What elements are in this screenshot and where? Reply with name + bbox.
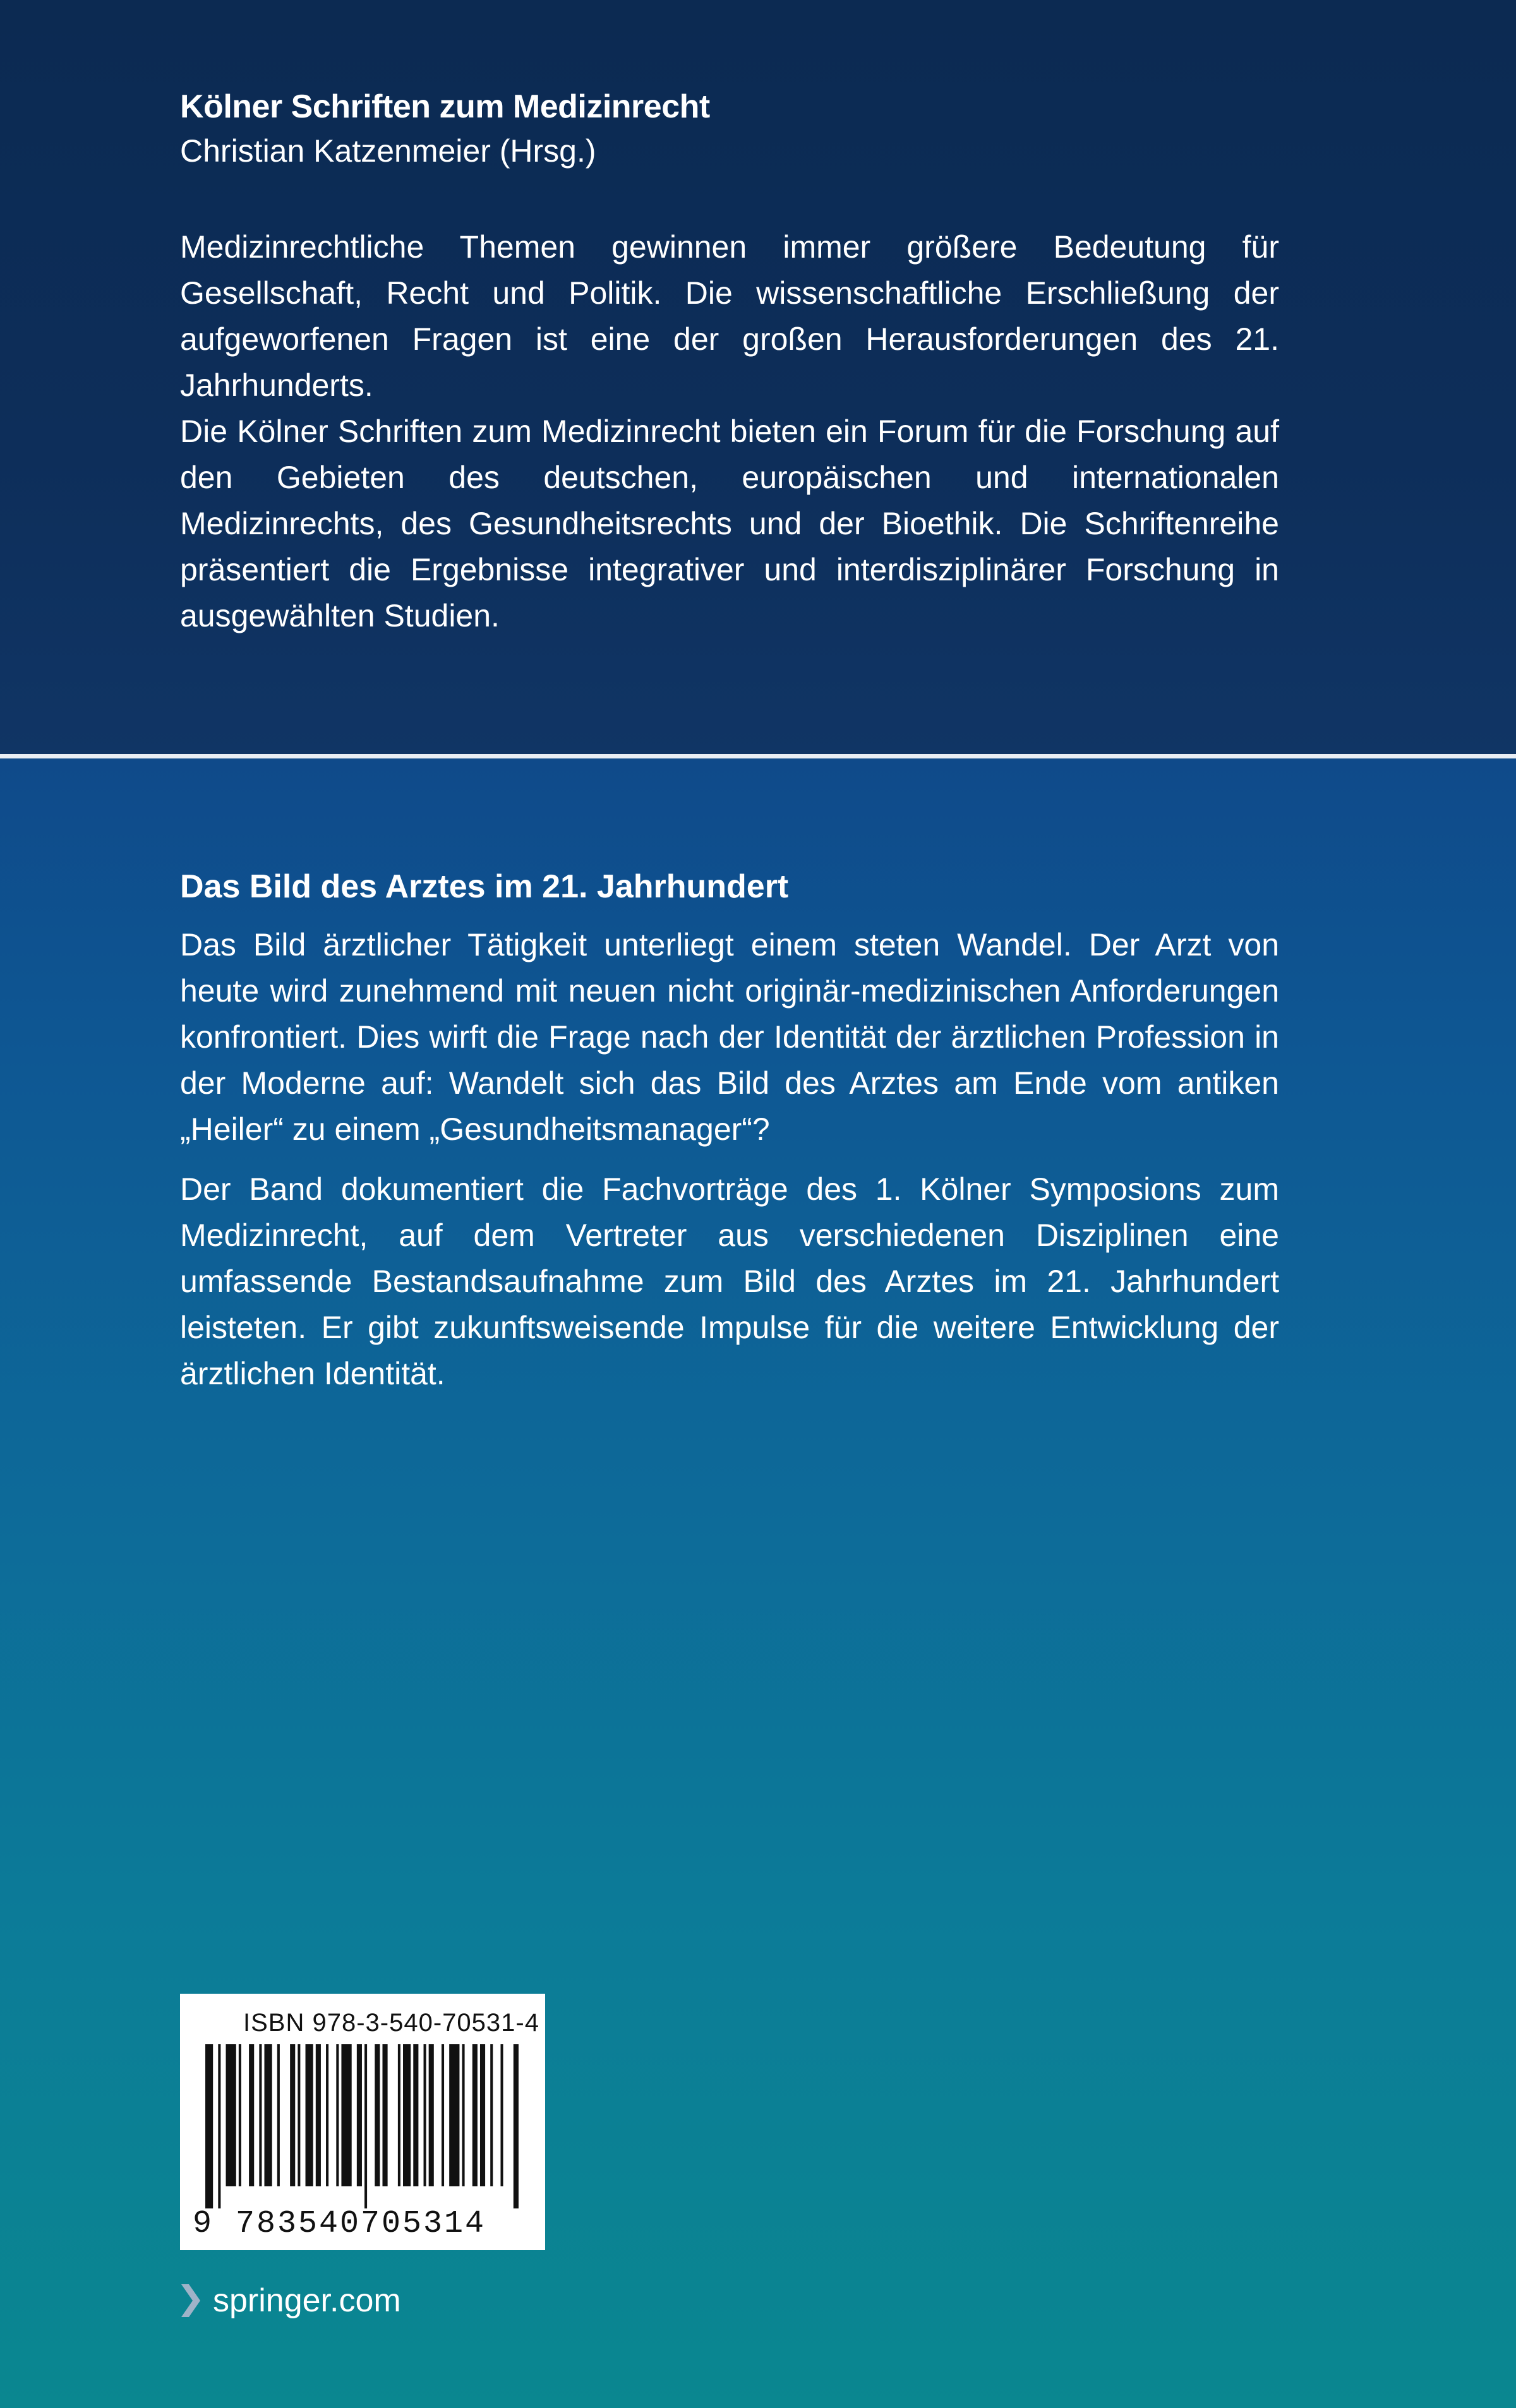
isbn-barcode (180, 1994, 545, 2250)
barcode-bar (424, 2044, 426, 2186)
barcode-bar (249, 2044, 254, 2186)
book-paragraph: Der Band dokumentiert die Fachvorträge des 1. Kölner Symposions zum Medizinrecht, auf dem Vertreter aus verschiedenen Disziplinen eine umfassende Bestandsaufnahme zum Bild des Arztes im 21. Jahrhundert leisteten. Er gibt zukunftsweisende Impulse für die weitere Entwicklung der ärztlichen Identität. (180, 1171, 1279, 1391)
series-paragraph: Die Kölner Schriften zum Medizinrecht bieten ein Forum für die Forschung auf den Gebieten des deutschen, europäischen und internationalen Medizinrechts, des Gesundheitsrechts und der Bioethik. Die Schriftenreihe präsentiert die Ergebnisse integrativer und interdisziplinärer Forschung in ausgewählten Studien. (180, 414, 1279, 633)
barcode-bar (205, 2044, 213, 2208)
section-divider (0, 754, 1516, 758)
barcode-bar (429, 2044, 434, 2186)
barcode-bar (357, 2044, 362, 2186)
barcode-bar (413, 2044, 418, 2186)
barcode-bar (480, 2044, 485, 2186)
ean-first-digit: 9 (193, 2206, 212, 2242)
barcode-bar (442, 2044, 444, 2186)
barcode-bar (403, 2044, 411, 2186)
barcode-bar (336, 2044, 339, 2186)
barcode-bar (218, 2044, 220, 2208)
barcode-bar (264, 2044, 272, 2186)
series-paragraph: Medizinrechtliche Themen gewinnen immer größere Bedeutung für Gesellschaft, Recht und Politik. Die wissenschaftliche Erschließung der aufgeworfenen Fragen ist eine der großen Herausforderungen des 21. Jahrhunderts. (180, 229, 1279, 403)
book-description (180, 922, 1279, 1397)
ean-digits (193, 2205, 534, 2243)
barcode-bar (290, 2044, 295, 2186)
book-title: Das Bild des Arztes im 21. Jahrhundert (180, 868, 789, 905)
barcode-bar (472, 2044, 478, 2186)
series-panel (0, 0, 1516, 754)
barcode-bar (306, 2044, 313, 2186)
barcode-bar (375, 2044, 380, 2186)
barcode-bar (490, 2044, 493, 2186)
publisher-url: springer.com (213, 2282, 401, 2319)
chevron-right-icon (180, 2283, 202, 2318)
barcode-bar (226, 2044, 236, 2186)
series-description (180, 224, 1279, 639)
barcode-bar (462, 2044, 465, 2186)
ean-digits-rest: 783540705314 (236, 2206, 486, 2242)
barcode-bar (514, 2044, 519, 2208)
barcode-bar (382, 2044, 387, 2186)
barcode-bar (398, 2044, 400, 2186)
barcode-bar (364, 2044, 367, 2208)
barcode-bars (205, 2044, 521, 2208)
series-editor: Christian Katzenmeier (Hrsg.) (180, 133, 596, 169)
barcode-bar (259, 2044, 262, 2186)
barcode-bar (341, 2044, 351, 2186)
series-title: Kölner Schriften zum Medizinrecht (180, 88, 710, 125)
barcode-bar (298, 2044, 300, 2186)
isbn-label: ISBN 978-3-540-70531-4 (243, 2009, 539, 2037)
barcode-bar (449, 2044, 459, 2186)
barcode-bar (239, 2044, 241, 2186)
barcode-bar (500, 2044, 503, 2186)
publisher-link[interactable] (180, 2279, 401, 2323)
book-paragraph: Das Bild ärztlicher Tätigkeit unterliegt einem steten Wandel. Der Arzt von heute wird zunehmend mit neuen nicht originär-medizinischen Anforderungen konfrontiert. Dies wirft die Frage nach der Identität der ärztlichen Profession in der Moderne auf: Wandelt sich das Bild des Arztes am Ende vom antiken „Heiler“ zu einem „Gesundheitsmanager“? (180, 927, 1279, 1147)
barcode-bar (326, 2044, 328, 2186)
barcode-bar (277, 2044, 280, 2186)
barcode-bar (316, 2044, 321, 2186)
